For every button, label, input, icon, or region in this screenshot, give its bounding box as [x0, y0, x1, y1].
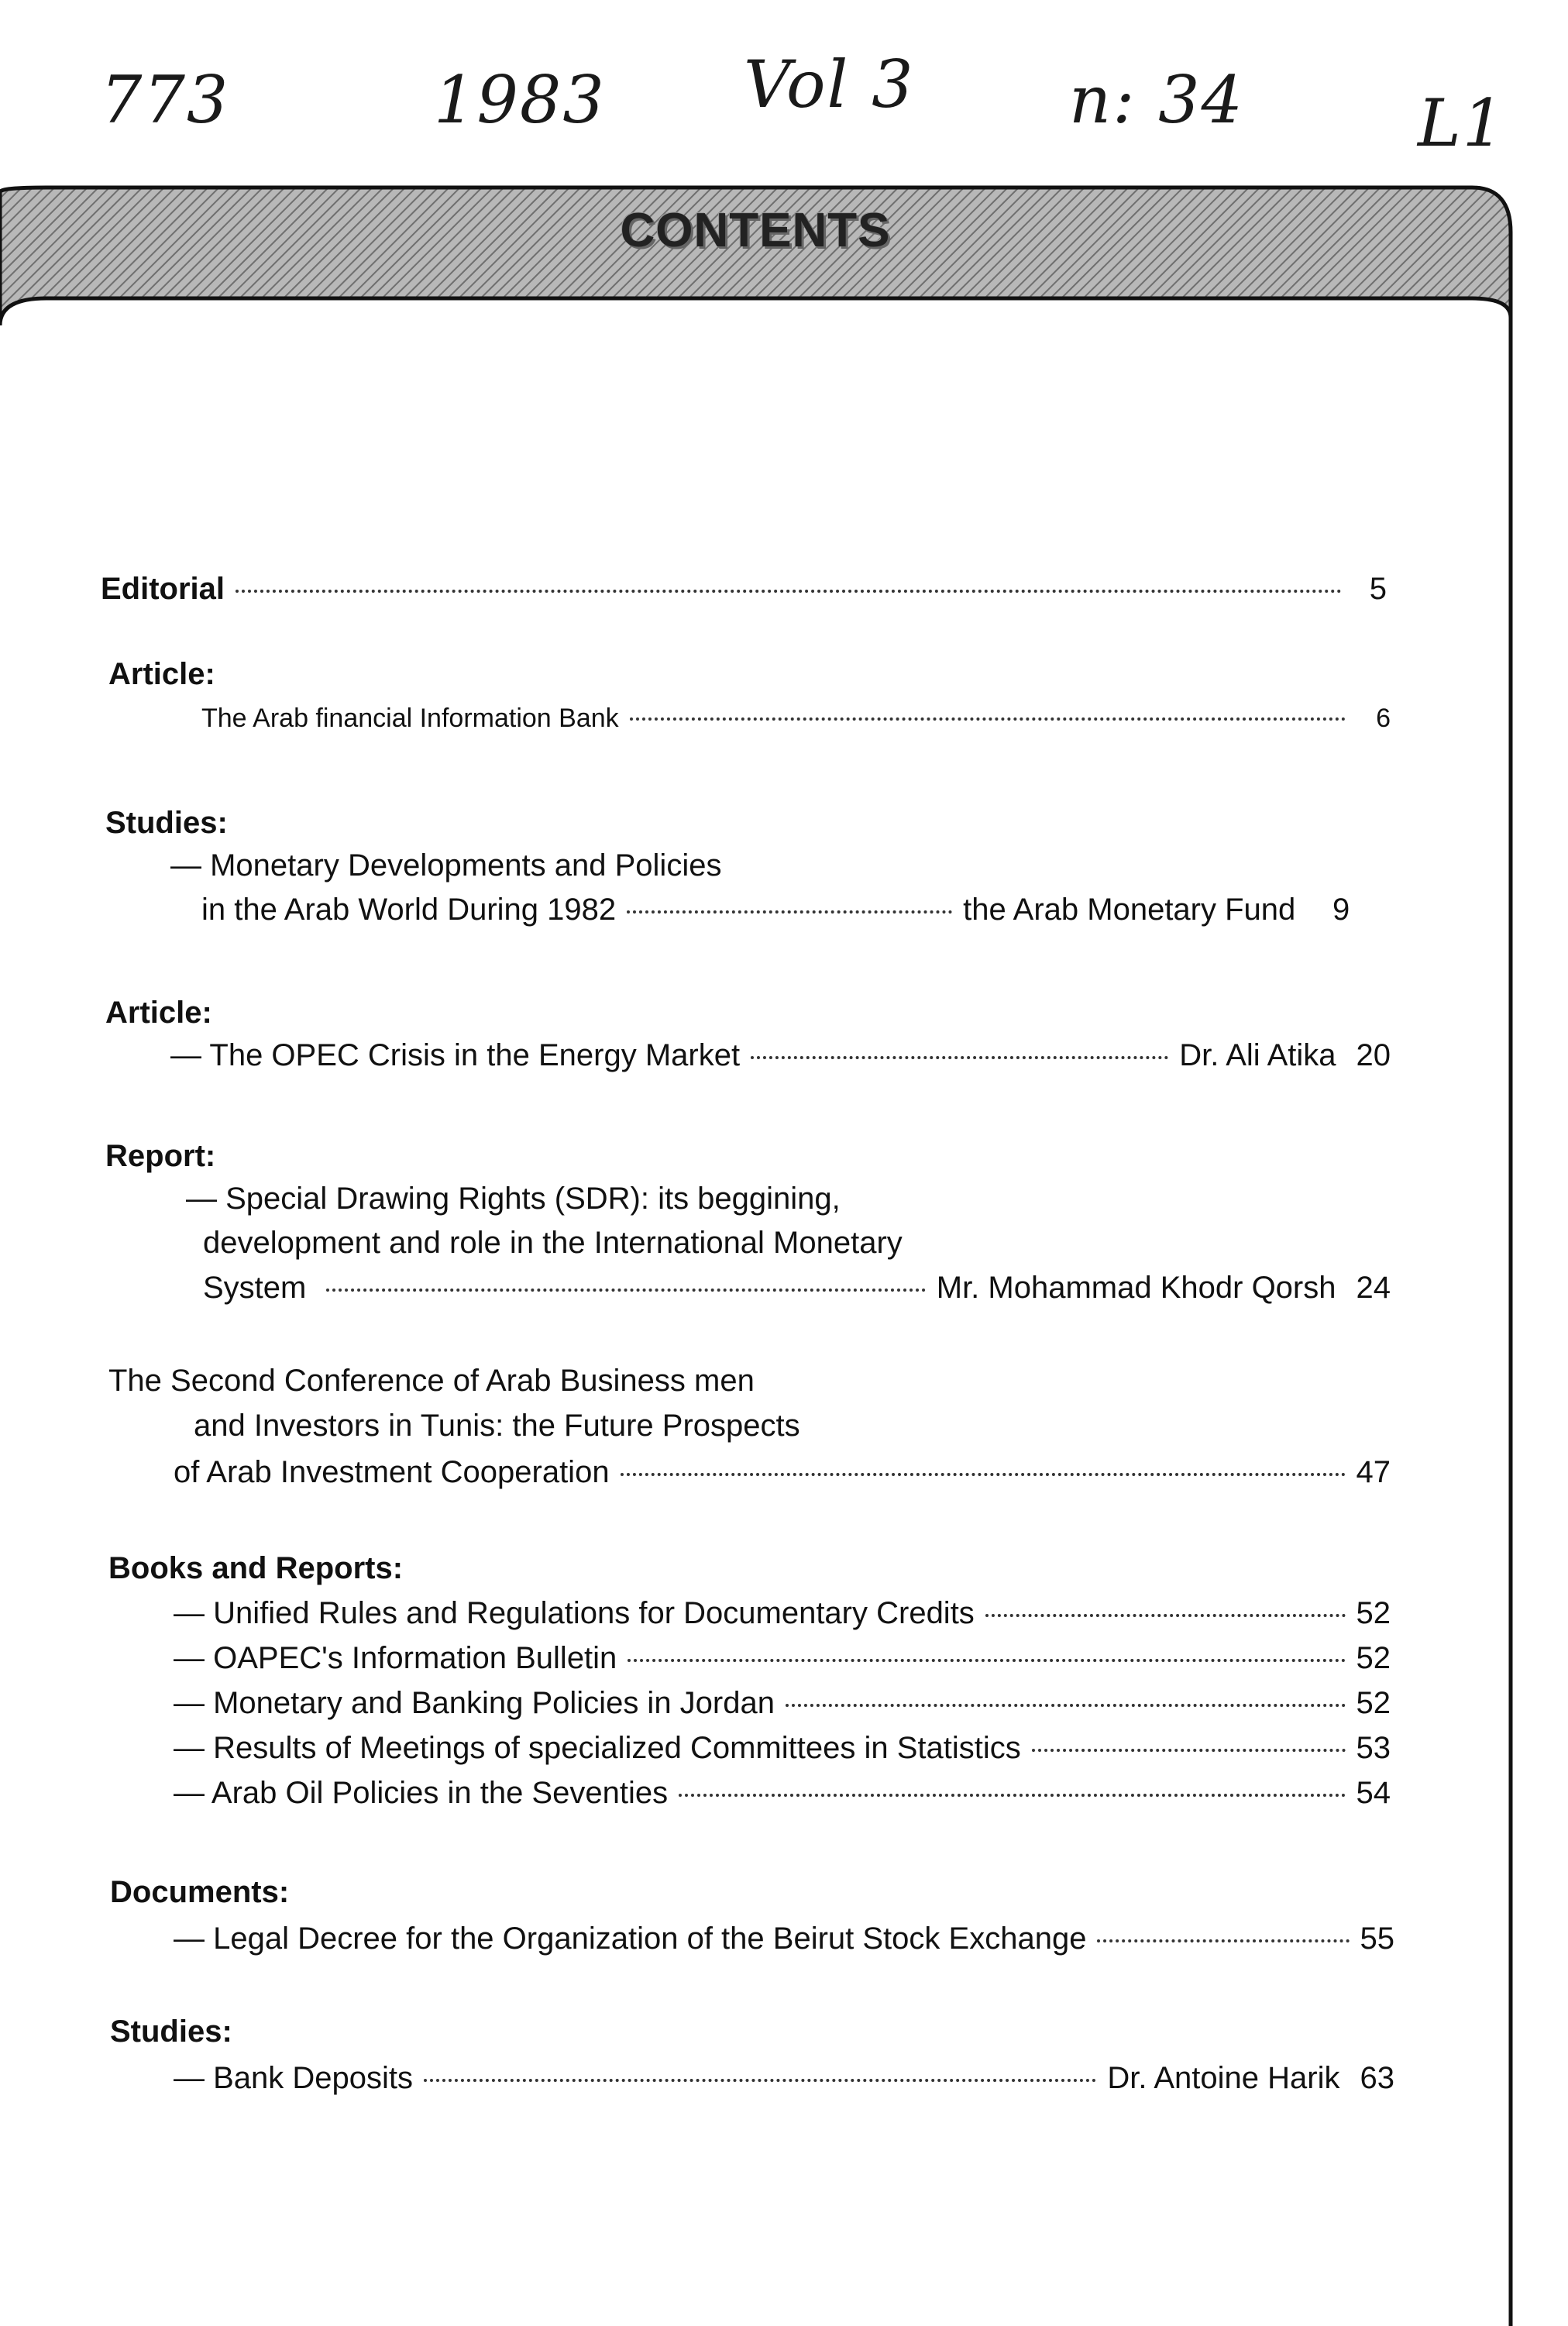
entry-title-line2: in the Arab World During 1982 [201, 893, 617, 927]
entry-title: — Results of Meetings of specialized Committees in Statistics [174, 1731, 1021, 1765]
page-number: 53 [1356, 1731, 1391, 1765]
entry-author: Dr. Antoine Harik [1107, 2061, 1340, 2095]
entry-title: — Monetary and Banking Policies in Jordan [174, 1686, 775, 1720]
dot-leader [326, 1289, 925, 1292]
handwritten-number: n: 34 [1069, 62, 1244, 138]
entry-title: — OAPEC's Information Bulletin [174, 1641, 617, 1675]
page-number: 6 [1376, 704, 1391, 733]
handwritten-volume: Vol 3 [744, 46, 915, 122]
toc-entry [174, 1686, 1391, 1721]
entry-title-line2: development and role in the International Monetary [203, 1226, 903, 1260]
handwritten-code: 773 [101, 62, 230, 138]
page-number: 55 [1360, 1922, 1394, 1956]
entry-title-line3: System [203, 1271, 307, 1305]
dot-leader [1097, 1939, 1349, 1942]
entry-title: — Arab Oil Policies in the Seventies [174, 1776, 669, 1810]
dot-leader [679, 1794, 1345, 1797]
section-heading-report: Report: [105, 1139, 216, 1173]
entry-title-line2: and Investors in Tunis: the Future Prospects [194, 1409, 800, 1443]
entry-author: Dr. Ali Atika [1179, 1038, 1336, 1072]
entry-title-line1: — Special Drawing Rights (SDR): its beggining, [186, 1182, 841, 1216]
section-heading-documents: Documents: [110, 1875, 290, 1909]
page-number: 20 [1356, 1038, 1391, 1072]
dot-leader [236, 590, 1342, 593]
toc-entry [203, 1271, 1391, 1306]
toc-entry [174, 1596, 1391, 1631]
page-number: 54 [1356, 1776, 1391, 1810]
dot-leader [628, 1659, 1345, 1662]
entry-title: — Bank Deposits [174, 2061, 414, 2095]
dot-leader [786, 1704, 1346, 1707]
page-number: 63 [1360, 2061, 1394, 2095]
toc-entry [174, 1776, 1391, 1811]
entry-title: The Arab financial Information Bank [201, 704, 619, 733]
section-heading-books-reports: Books and Reports: [108, 1551, 404, 1585]
toc-entry [174, 1455, 1391, 1490]
page-number: 24 [1356, 1271, 1391, 1305]
toc-entry [174, 1641, 1391, 1676]
page-number: 52 [1356, 1596, 1391, 1630]
toc-entry [174, 1731, 1391, 1766]
entry-title-line3: of Arab Investment Cooperation [174, 1455, 610, 1489]
entry-author: the Arab Monetary Fund [963, 893, 1296, 927]
page-number: 5 [1369, 572, 1387, 606]
page-number: 47 [1356, 1455, 1391, 1489]
entry-title-line1: — Monetary Developments and Policies [170, 848, 722, 883]
entry-author: Mr. Mohammad Khodr Qorsh [936, 1271, 1336, 1305]
toc-entry [174, 2061, 1394, 2096]
editorial-label: Editorial [101, 572, 225, 606]
toc-entry [174, 1922, 1394, 1956]
dot-leader [621, 1473, 1346, 1476]
dot-leader [424, 2079, 1096, 2082]
page-title: CONTENTS [620, 204, 891, 257]
dot-leader [627, 910, 952, 914]
page-number: 9 [1332, 893, 1350, 927]
toc-entry [201, 893, 1391, 927]
section-heading-article: Article: [108, 657, 215, 691]
dot-leader [630, 717, 1346, 721]
dot-leader [985, 1614, 1346, 1617]
entry-title: — Legal Decree for the Organization of the Beirut Stock Exchange [174, 1922, 1087, 1956]
toc-entry [201, 704, 1391, 734]
toc-editorial [101, 572, 1387, 607]
section-heading-article: Article: [105, 996, 212, 1030]
entry-title: — Unified Rules and Regulations for Documentary Credits [174, 1596, 975, 1630]
entry-title-line1: The Second Conference of Arab Business men [108, 1364, 755, 1398]
toc-entry [170, 1038, 1391, 1073]
section-heading-studies: Studies: [105, 806, 228, 840]
entry-title: — The OPEC Crisis in the Energy Market [170, 1038, 741, 1072]
section-heading-studies: Studies: [110, 2015, 232, 2049]
page-number: 52 [1356, 1686, 1391, 1720]
handwritten-year: 1983 [434, 62, 606, 138]
handwritten-mark: L1 [1418, 85, 1506, 161]
page-number: 52 [1356, 1641, 1391, 1675]
dot-leader [1032, 1749, 1346, 1752]
dot-leader [751, 1056, 1168, 1059]
